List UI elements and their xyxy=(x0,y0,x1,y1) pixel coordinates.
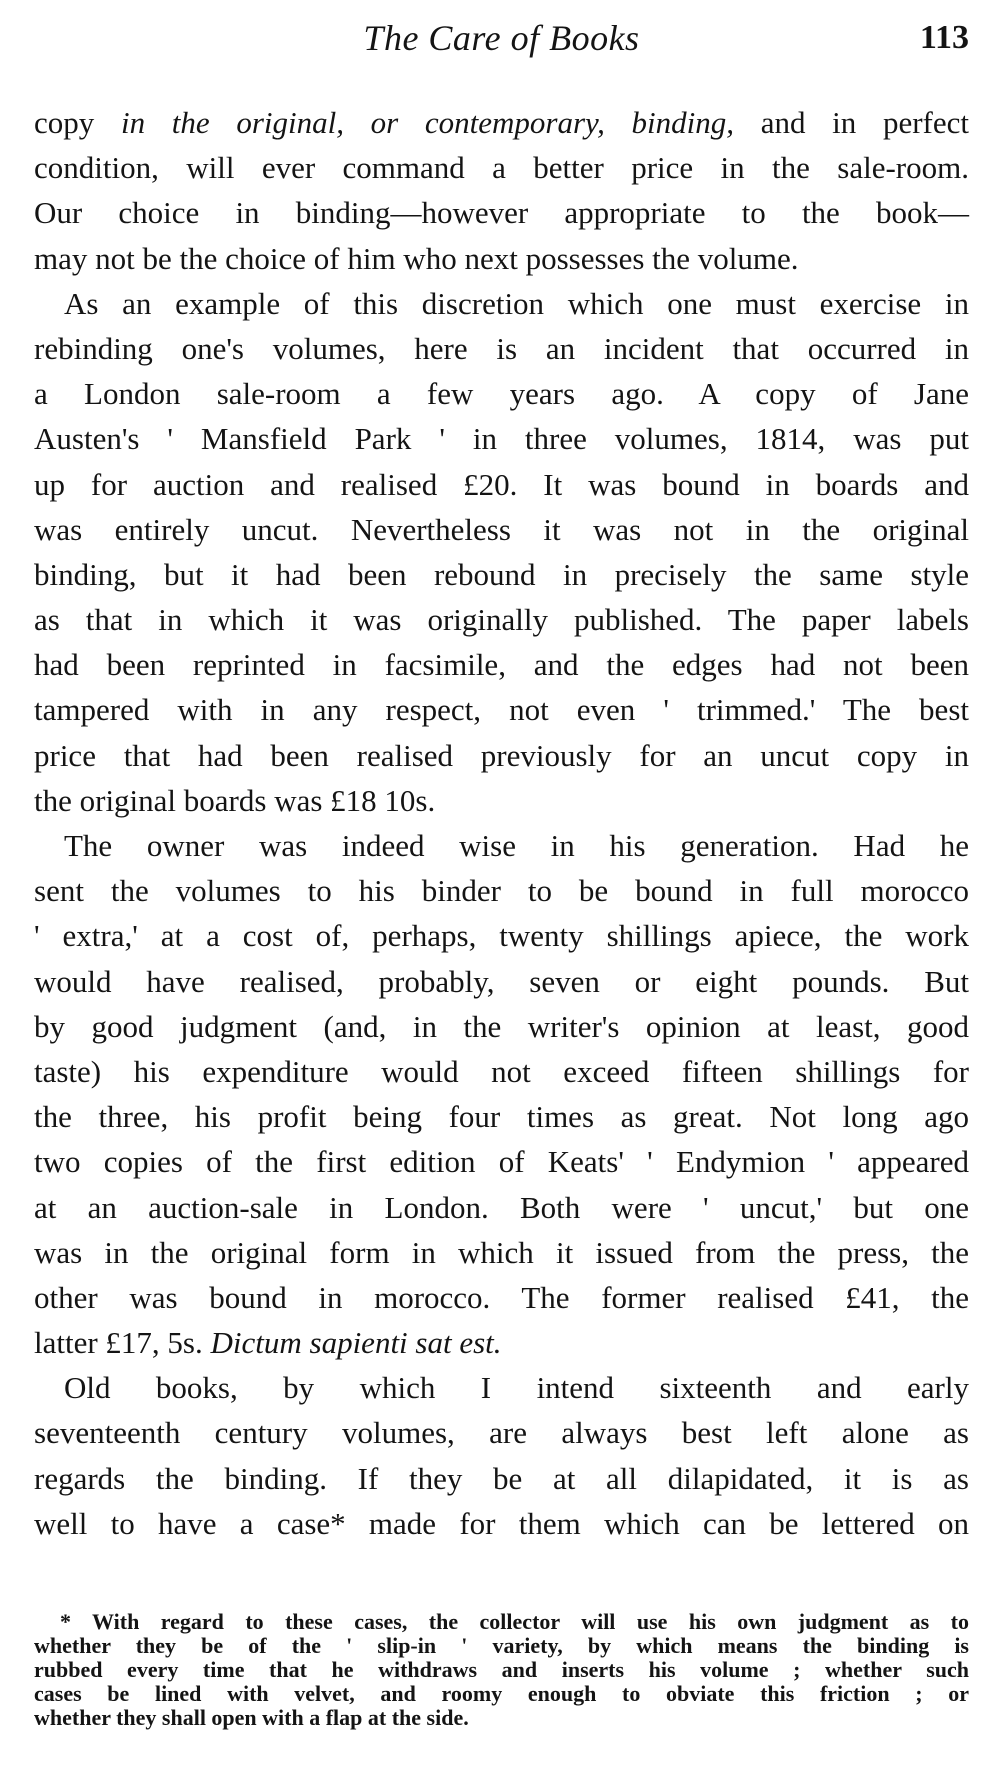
text-line: was entirely uncut. Nevertheless it was not in the original xyxy=(34,511,969,547)
footnote-line: cases be lined with velvet, and roomy enough to obviate this friction ; or xyxy=(34,1681,969,1706)
footnote-line: whether they shall open with a flap at the side. xyxy=(34,1705,469,1730)
text-line: rebinding one's volumes, here is an incident that occurred in xyxy=(34,330,969,366)
text-line: Austen's ' Mansfield Park ' in three volumes, 1814, was put xyxy=(34,421,969,457)
text-line: was in the original form in which it issued from the press, the xyxy=(34,1234,969,1270)
text-line: copy in the original, or contemporary, binding, and in perfect xyxy=(34,105,969,140)
text-line: by good judgment (and, in the writer's opinion at least, good xyxy=(34,1008,969,1044)
text-line: sent the volumes to his binder to be bound in full morocco xyxy=(34,873,969,909)
footnote-line: whether they be of the ' slip-in ' variety, by which means the binding is xyxy=(34,1633,969,1658)
text-line: the original boards was £18 10s. xyxy=(34,782,436,818)
text-line: As an example of this discretion which one must exercise in xyxy=(64,285,969,321)
text-line: regards the binding. If they be at all dilapidated, it is as xyxy=(34,1460,969,1496)
running-head xyxy=(34,14,969,64)
text-line: condition, will ever command a better price in the sale-room. xyxy=(34,150,969,186)
body-text xyxy=(34,100,969,1546)
text-line: the three, his profit being four times as great. Not long ago xyxy=(34,1099,969,1135)
text-line: would have realised, probably, seven or eight pounds. But xyxy=(34,963,969,999)
text-line: well to have a case* made for them which can be lettered on xyxy=(34,1505,969,1541)
text-line: tampered with in any respect, not even ' trimmed.' The best xyxy=(34,692,969,728)
text-line: a London sale-room a few years ago. A copy of Jane xyxy=(34,376,969,412)
text-line: may not be the choice of him who next possesses the volume. xyxy=(34,240,799,276)
footnote xyxy=(34,1610,969,1730)
text-line: Our choice in binding—however appropriate to the book— xyxy=(34,195,969,231)
text-line: binding, but it had been rebound in precisely the same style xyxy=(34,556,969,592)
text-line: latter £17, 5s. Dictum sapienti sat est. xyxy=(34,1325,502,1361)
text-line: two copies of the first edition of Keats' ' Endymion ' appeared xyxy=(34,1144,969,1180)
text-line: Old books, by which I intend sixteenth and early xyxy=(64,1370,969,1406)
text-line: ' extra,' at a cost of, perhaps, twenty shillings apiece, the work xyxy=(34,918,969,954)
text-line: seventeenth century volumes, are always best left alone as xyxy=(34,1415,969,1451)
text-line: at an auction-sale in London. Both were ' uncut,' but one xyxy=(34,1189,969,1225)
text-line: other was bound in morocco. The former realised £41, the xyxy=(34,1279,969,1315)
text-line: taste) his expenditure would not exceed fifteen shillings for xyxy=(34,1053,969,1089)
text-line: had been reprinted in facsimile, and the edges had not been xyxy=(34,647,969,683)
footnote-line: * With regard to these cases, the collector will use his own judgment as to xyxy=(60,1609,969,1634)
text-line: as that in which it was originally published. The paper labels xyxy=(34,602,969,638)
running-title: The Care of Books xyxy=(363,18,640,58)
footnote-line: rubbed every time that he withdraws and inserts his volume ; whether such xyxy=(34,1657,969,1682)
page-number: 113 xyxy=(919,19,969,56)
text-line: price that had been realised previously for an uncut copy in xyxy=(34,737,969,773)
text-line: The owner was indeed wise in his generation. Had he xyxy=(64,828,969,863)
text-line: up for auction and realised £20. It was bound in boards and xyxy=(34,466,969,502)
